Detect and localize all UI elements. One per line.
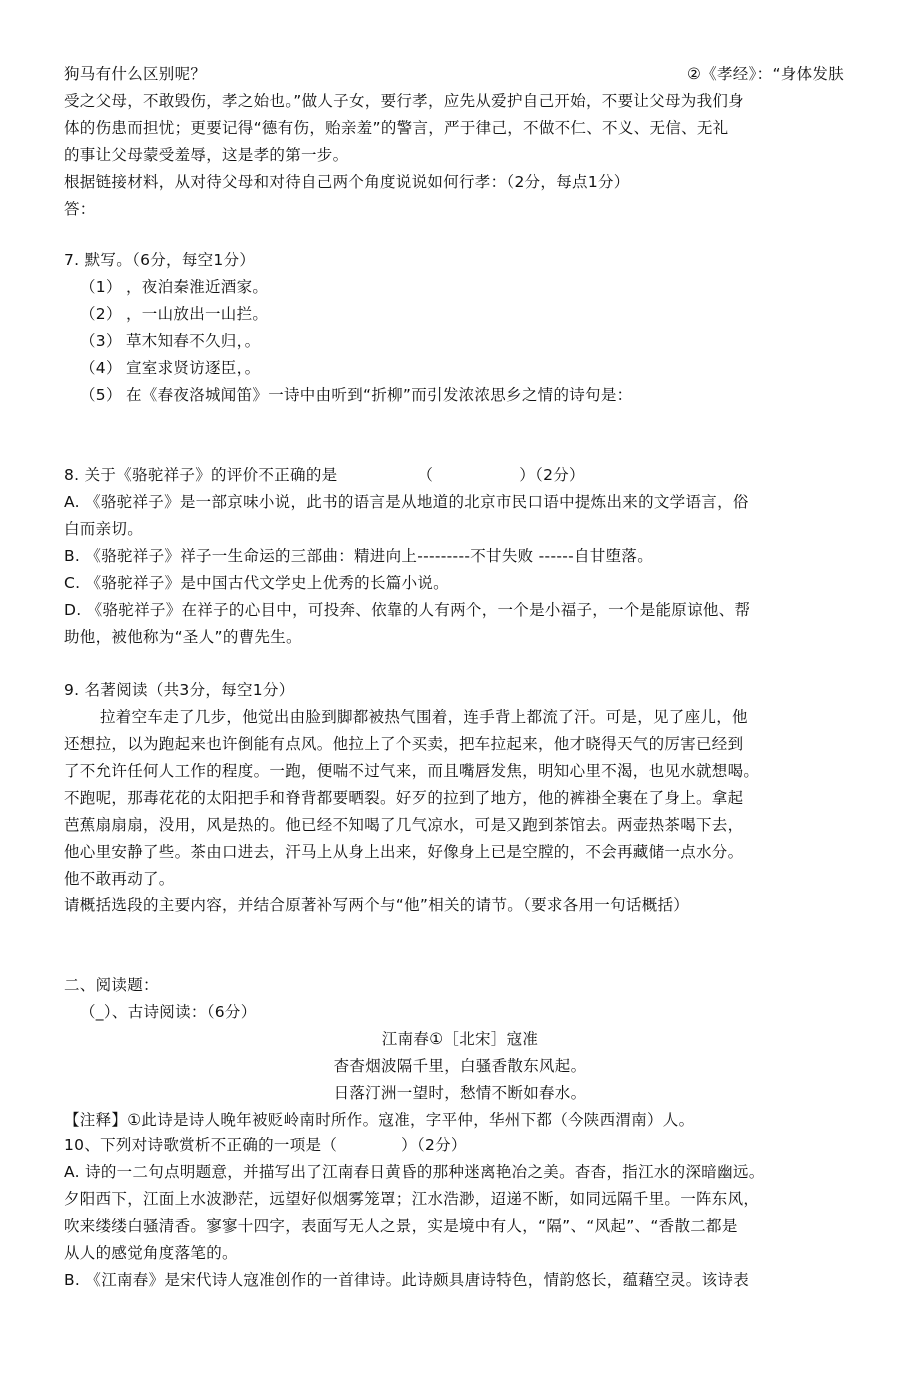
item-number: （5） (80, 386, 122, 404)
poem-note: 【注释】①此诗是诗人晚年被贬岭南时所作。寇准，字平仲，华州下都（今陕西渭南）人。 (64, 1111, 695, 1129)
poem-line: 日落汀洲一望时，愁情不断如春水。 (333, 1084, 587, 1102)
question-title: 9. 名著阅读（共3分，每空1分） (64, 681, 295, 699)
option-a-cont: 白而亲切。 (64, 520, 144, 538)
question-title (64, 1135, 467, 1155)
poem-title: 江南春①［北宋］寇准 (381, 1030, 539, 1048)
text-line: 狗马有什么区别呢？ (64, 65, 207, 83)
option-a-cont: 从人的感觉角度落笔的。 (64, 1244, 238, 1262)
item-text: ，一山放出一山拦。 (126, 305, 269, 323)
item-number: （2） (80, 305, 122, 323)
list-item (80, 304, 268, 324)
question-title-text: 8. 关于《骆驼祥子》的评价不正确的是 (64, 466, 338, 484)
passage-line: 还想拉，以为跑起来也许倒能有点风。他拉上了个买卖，把车拉起来，他才晓得天气的厉害已经到 (64, 735, 744, 753)
text-line: 体的伤患而担忧；更要记得“德有伤，贻亲羞”的警言，严于律己，不做不仁、不义、无信、无礼 (64, 119, 729, 137)
question-text: 根据链接材料，从对待父母和对待自己两个角度说说如何行孝：（2分，每点1分） (64, 173, 630, 191)
passage-line: 他心里安静了些。茶由口进去，汗马上从身上出来，好像身上已是空膛的，不会再藏储一点水分。 (64, 843, 744, 861)
text-line: ②《孝经》：“身体发肤 (687, 65, 844, 83)
list-item (80, 277, 268, 297)
question-title (64, 465, 585, 485)
option-b: B. 《骆驼祥子》祥子一生命运的三部曲：精进向上---------不甘失败 ------自甘堕落。 (64, 547, 654, 565)
passage-line: 芭蕉扇扇扇，没用，风是热的。他已经不知喝了几气凉水，可是又跑到茶馆去。两壶热茶喝下去， (64, 816, 744, 834)
passage-line: 不跑呢，那毒花花的太阳把手和脊背都要晒裂。好歹的拉到了地方，他的裤褂全裹在了身上。拿起 (64, 789, 744, 807)
option-d-cont: 助他，被他称为“圣人”的曹先生。 (64, 628, 302, 646)
text-line: 受之父母，不敢毁伤，孝之始也。”做人子女，要行孝，应先从爱护自己开始，不要让父母为我们身 (64, 92, 744, 110)
item-number: （1） (80, 278, 122, 296)
item-number: （4） (80, 359, 122, 377)
subsection-title: （_）、古诗阅读：（6分） (80, 1003, 257, 1021)
option-a-cont: 吹来缕缕白骚清香。寥寥十四字，表面写无人之景，实是境中有人，“隔”、“风起”、“香散二都是 (64, 1217, 738, 1235)
item-text: ，夜泊秦淮近酒家。 (126, 278, 269, 296)
passage-line: 拉着空车走了几步，他觉出由脸到脚都被热气围着，连手背上都流了汗。可是，见了座儿，他 (100, 708, 748, 726)
question-text: 请概括选段的主要内容，并结合原著补写两个与“他”相关的请节。（要求各用一句话概括） (64, 896, 690, 914)
question-title: 7. 默写。（6分，每空1分） (64, 251, 256, 269)
item-text: 在《春夜洛城闻笛》一诗中由听到“折柳”而引发浓浓思乡之情的诗句是： (126, 386, 633, 404)
option-a-cont: 夕阳西下，江面上水波渺茫，远望好似烟雾笼罩；江水浩渺，迢递不断，如同远隔千里。一阵东风， (64, 1190, 760, 1208)
answer-paren-close: ）（2分） (401, 1136, 467, 1154)
list-item (80, 331, 260, 351)
text-line: 的事让父母蒙受羞辱，这是孝的第一步。 (64, 146, 349, 164)
question-title-text: 10、下列对诗歌赏析不正确的一项是（ (64, 1136, 338, 1154)
item-number: （3） (80, 332, 122, 350)
answer-label: 答： (64, 200, 96, 218)
item-text: 草木知春不久归，。 (126, 332, 261, 350)
passage-line: 他不敢再动了。 (64, 870, 175, 888)
option-d: D. 《骆驼祥子》在祥子的心目中，可投奔、依靠的人有两个，一个是小福子，一个是能原谅他、帮 (64, 601, 751, 619)
passage-line: 了不允许任何人工作的程度。一跑，便喘不过气来，而且嘴唇发焦，明知心里不渴，也见水就想喝。 (64, 762, 760, 780)
option-b: B. 《江南春》是宋代诗人寇准创作的一首律诗。此诗颇具唐诗特色，情韵悠长，蕴藉空灵。该诗表 (64, 1271, 749, 1289)
option-a: A. 诗的一二句点明题意，并描写出了江南春日黄昏的那种迷离艳冶之美。杳杳，指江水的深暗幽远。 (64, 1163, 765, 1181)
option-a: A. 《骆驼祥子》是一部京味小说，此书的语言是从地道的北京市民口语中提炼出来的文学语言，俗 (64, 493, 749, 511)
item-text: 宣室求贤访逐臣，。 (126, 359, 261, 377)
poem-line: 杳杳烟波隔千里，白骚香散东风起。 (333, 1057, 587, 1075)
option-c: C. 《骆驼祥子》是中国古代文学史上优秀的长篇小说。 (64, 574, 449, 592)
list-item (80, 358, 260, 378)
answer-paren-open: （ (417, 466, 434, 484)
list-item (80, 385, 632, 405)
answer-paren-close: ）（2分） (519, 466, 585, 484)
section-title: 二、阅读题： (64, 976, 159, 994)
